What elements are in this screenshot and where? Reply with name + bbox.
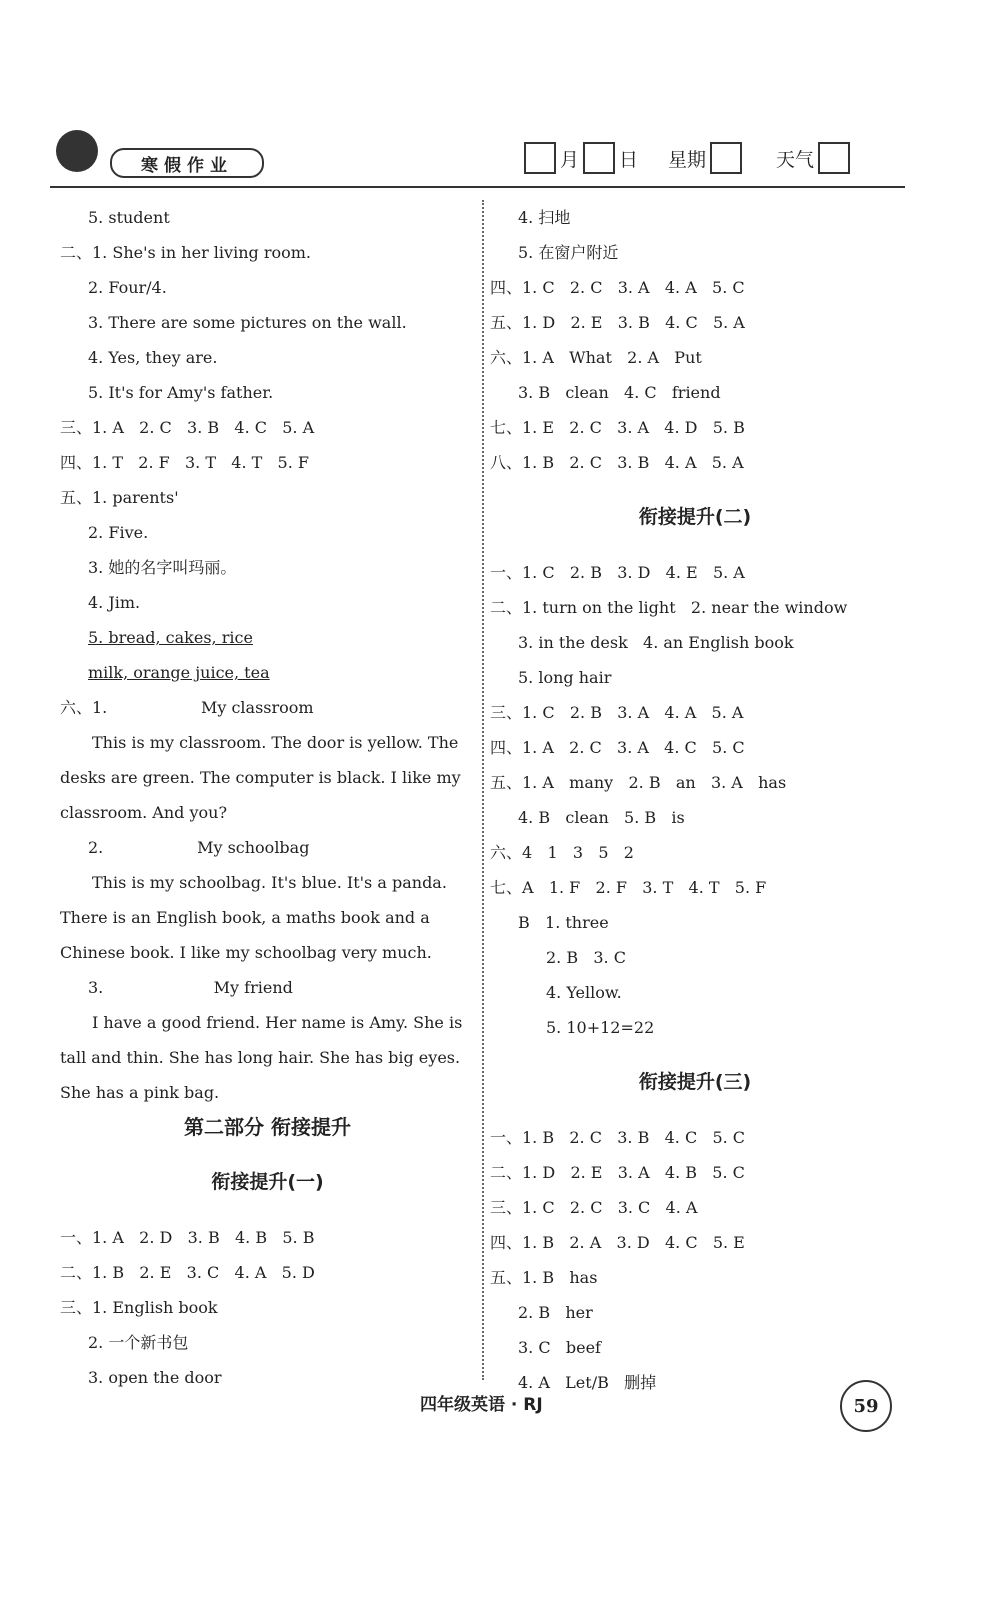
right-column — [490, 200, 900, 1400]
weekday-label: 星期 — [668, 148, 707, 171]
answer-line: 三、1. C 2. B 3. A 4. A 5. A — [490, 703, 744, 722]
answer-line: 3. 她的名字叫玛丽。 — [88, 558, 237, 577]
answer-line: 2. Five. — [88, 523, 149, 542]
answer-line: 二、1. She's in her living room. — [60, 243, 311, 262]
answer-line: 五、1. B has — [490, 1268, 598, 1287]
answer-line: 3. B clean 4. C friend — [518, 383, 721, 402]
day-box[interactable] — [583, 142, 615, 174]
part-title: 第二部分 衔接提升 — [184, 1115, 351, 1139]
answer-line: milk, orange juice, tea — [88, 663, 270, 682]
day-label: 日 — [619, 148, 639, 171]
answer-line: 二、1. turn on the light 2. near the window — [490, 598, 848, 617]
left-column — [60, 200, 475, 1395]
weekday-box[interactable] — [710, 142, 742, 174]
essay-body: I have a good friend. Her name is Amy. She is tall and thin. She has long hair. She has big eyes. She has a pink bag. — [60, 1013, 463, 1102]
answer-line: 2. Four/4. — [88, 278, 167, 297]
answer-line: 4. 扫地 — [518, 208, 571, 227]
answer-line: 4. A Let/B 删掉 — [518, 1373, 657, 1392]
answer-line: 5. It's for Amy's father. — [88, 383, 274, 402]
month-label: 月 — [560, 148, 580, 171]
weather-box[interactable] — [818, 142, 850, 174]
essay-title: My classroom — [200, 698, 314, 717]
answer-line: 5. bread, cakes, rice — [88, 628, 253, 647]
answer-line: 八、1. B 2. C 3. B 4. A 5. A — [490, 453, 744, 472]
answer-line: 4. Yes, they are. — [88, 348, 218, 367]
answer-line: 3. in the desk 4. an English book — [518, 633, 794, 652]
answer-line: 3. C beef — [518, 1338, 601, 1357]
footer-subject: 四年级英语 · RJ — [420, 1395, 543, 1415]
answer-line: 3. There are some pictures on the wall. — [88, 313, 407, 332]
essay-body: This is my classroom. The door is yellow. The desks are green. The computer is black. I like my classroom. And you? — [60, 733, 461, 822]
answer-line: 三、1. A 2. C 3. B 4. C 5. A — [60, 418, 315, 437]
answer-line: 五、1. A many 2. B an 3. A has — [490, 773, 787, 792]
section-title: 衔接提升(二) — [638, 506, 752, 528]
column-divider — [482, 200, 484, 1380]
mascot-icon — [56, 130, 98, 172]
logo-banner: 寒假作业 — [110, 148, 264, 178]
answer-line: 5. 在窗户附近 — [518, 243, 619, 262]
essay-title: My schoolbag — [197, 838, 310, 857]
header-divider — [50, 186, 905, 188]
answer-line: 5. 10+12=22 — [546, 1018, 655, 1037]
essay-number: 六、1. — [60, 698, 108, 717]
answer-line: 三、1. English book — [60, 1298, 218, 1317]
winter-homework-logo — [50, 120, 250, 185]
answer-line: 三、1. C 2. C 3. C 4. A — [490, 1198, 698, 1217]
answer-line: 2. B 3. C — [546, 948, 626, 967]
answer-line: 二、1. B 2. E 3. C 4. A 5. D — [60, 1263, 315, 1282]
essay-body: This is my schoolbag. It's blue. It's a panda. There is an English book, a maths book and a Chinese book. I like my schoolbag very much. — [60, 873, 447, 962]
month-box[interactable] — [524, 142, 556, 174]
page-header — [50, 120, 950, 190]
answer-line: 七、A 1. F 2. F 3. T 4. T 5. F — [490, 878, 767, 897]
answer-line: 六、1. A What 2. A Put — [490, 348, 702, 367]
section-title: 衔接提升(一) — [211, 1171, 324, 1193]
answer-line: 一、1. C 2. B 3. D 4. E 5. A — [490, 563, 745, 582]
essay-number: 3. — [88, 978, 104, 997]
answer-line: 4. Jim. — [88, 593, 141, 612]
answer-line: 4. B clean 5. B is — [518, 808, 685, 827]
essay-heading — [60, 970, 475, 1005]
date-weather-row — [520, 142, 854, 174]
answer-line: 四、1. C 2. C 3. A 4. A 5. C — [490, 278, 745, 297]
answer-line: 2. B her — [518, 1303, 593, 1322]
answer-line: B 1. three — [518, 913, 609, 932]
answer-line: 3. open the door — [88, 1368, 222, 1387]
answer-line: 四、1. T 2. F 3. T 4. T 5. F — [60, 453, 310, 472]
answer-line: 5. student — [88, 208, 170, 227]
answer-line: 一、1. A 2. D 3. B 4. B 5. B — [60, 1228, 315, 1247]
answer-line: 二、1. D 2. E 3. A 4. B 5. C — [490, 1163, 745, 1182]
answer-line: 六、4 1 3 5 2 — [490, 843, 634, 862]
answer-line: 5. long hair — [518, 668, 612, 687]
essay-heading — [60, 690, 475, 725]
answer-line: 五、1. D 2. E 3. B 4. C 5. A — [490, 313, 745, 332]
essay-title: My friend — [213, 978, 293, 997]
answer-line: 七、1. E 2. C 3. A 4. D 5. B — [490, 418, 745, 437]
section-title: 衔接提升(三) — [638, 1071, 752, 1093]
weather-label: 天气 — [776, 148, 815, 171]
answer-line: 五、1. parents' — [60, 488, 179, 507]
essay-number: 2. — [88, 838, 104, 857]
answer-line: 四、1. B 2. A 3. D 4. C 5. E — [490, 1233, 745, 1252]
answer-line: 四、1. A 2. C 3. A 4. C 5. C — [490, 738, 745, 757]
page-number: 59 — [840, 1380, 892, 1432]
answer-line: 4. Yellow. — [546, 983, 622, 1002]
essay-heading — [60, 830, 475, 865]
answer-line: 2. 一个新书包 — [88, 1333, 189, 1352]
answer-line: 一、1. B 2. C 3. B 4. C 5. C — [490, 1128, 746, 1147]
